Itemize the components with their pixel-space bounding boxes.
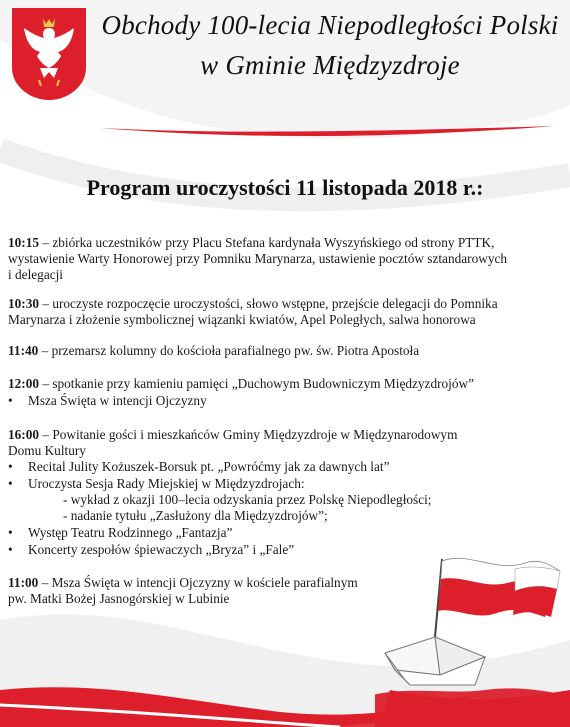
event-text: Marynarza i złożenie symbolicznej wiązanki kwiatów, Apel Poległych, salwa honorowa	[8, 312, 476, 327]
program-title: Program uroczystości 11 listopada 2018 r.:	[86, 175, 484, 200]
event-time: 12:00	[8, 376, 40, 391]
page-title-line1: Obchody 100-lecia Niepodległości Polski	[101, 10, 559, 40]
bullet-text: Występ Teatru Rodzinnego „Fantazja”	[28, 525, 233, 540]
event-1030	[8, 296, 563, 328]
event-text: pw. Matki Bożej Jasnogórskiej w Lubinie	[8, 591, 230, 606]
event-1140	[8, 343, 563, 359]
paper-boat-with-polish-flag-icon	[375, 545, 570, 727]
event-text: – Powitanie gości i mieszkańców Gminy Międzyzdroje w Międzynarodowym	[39, 427, 458, 442]
bullet-dot: •	[8, 542, 13, 557]
event-time: 11:00	[8, 575, 39, 590]
event-text: wystawienie Warty Honorowej przy Pomniku Marynarza, ustawienie pocztów sztandarowych	[8, 251, 508, 266]
sub-item: - nadanie tytułu „Zasłużony dla Międzyzdrojów”;	[63, 508, 328, 523]
polish-white-eagle-emblem-icon	[10, 6, 88, 102]
bullet-text: Msza Święta w intencji Ojczyzny	[28, 393, 207, 408]
page-title-line2: w Gminie Międzyzdroje	[200, 50, 460, 80]
event-1015	[8, 235, 563, 283]
bullet-dot: •	[8, 476, 13, 491]
event-text: – Msza Święta w intencji Ojczyzny w kościele parafialnym	[38, 575, 358, 590]
event-time: 10:30	[8, 296, 40, 311]
event-time: 11:40	[8, 343, 39, 358]
bullet-text: Koncerty zespołów śpiewaczych „Bryza” i „Fale”	[28, 542, 295, 557]
bullet-text: Recital Julity Kożuszek-Borsuk pt. „Powróćmy jak za dawnych lat”	[28, 459, 390, 474]
event-1600	[8, 427, 563, 459]
event-text: – spotkanie przy kamieniu pamięci „Duchowym Budowniczym Międzyzdrojów”	[39, 376, 475, 391]
event-text: i delegacji	[8, 267, 64, 282]
bullet-item	[8, 459, 390, 475]
bullet-dot: •	[8, 393, 13, 408]
event-text: – zbiórka uczestników przy Placu Stefana kardynała Wyszyńskiego od strony PTTK,	[39, 235, 495, 250]
event-time: 16:00	[8, 427, 40, 442]
bullet-item	[8, 525, 232, 541]
bullet-text: Uroczysta Sesja Rady Miejskiej w Międzyzdrojach:	[28, 476, 305, 491]
event-text: – uroczyste rozpoczęcie uroczystości, słowo wstępne, przejście delegacji do Pomnika	[39, 296, 498, 311]
event-text: – przemarsz kolumny do kościoła parafialnego pw. św. Piotra Apostoła	[38, 343, 420, 358]
bullet-dot: •	[8, 525, 13, 540]
bullet-item	[8, 476, 305, 492]
bullet-item	[8, 393, 207, 409]
event-time: 10:15	[8, 235, 40, 250]
bullet-dot: •	[8, 459, 13, 474]
sub-item: - wykład z okazji 100–lecia odzyskania przez Polskę Niepodległości;	[63, 492, 432, 507]
event-1200	[8, 376, 563, 392]
bullet-item	[8, 542, 294, 558]
event-text: Domu Kultury	[8, 443, 86, 458]
